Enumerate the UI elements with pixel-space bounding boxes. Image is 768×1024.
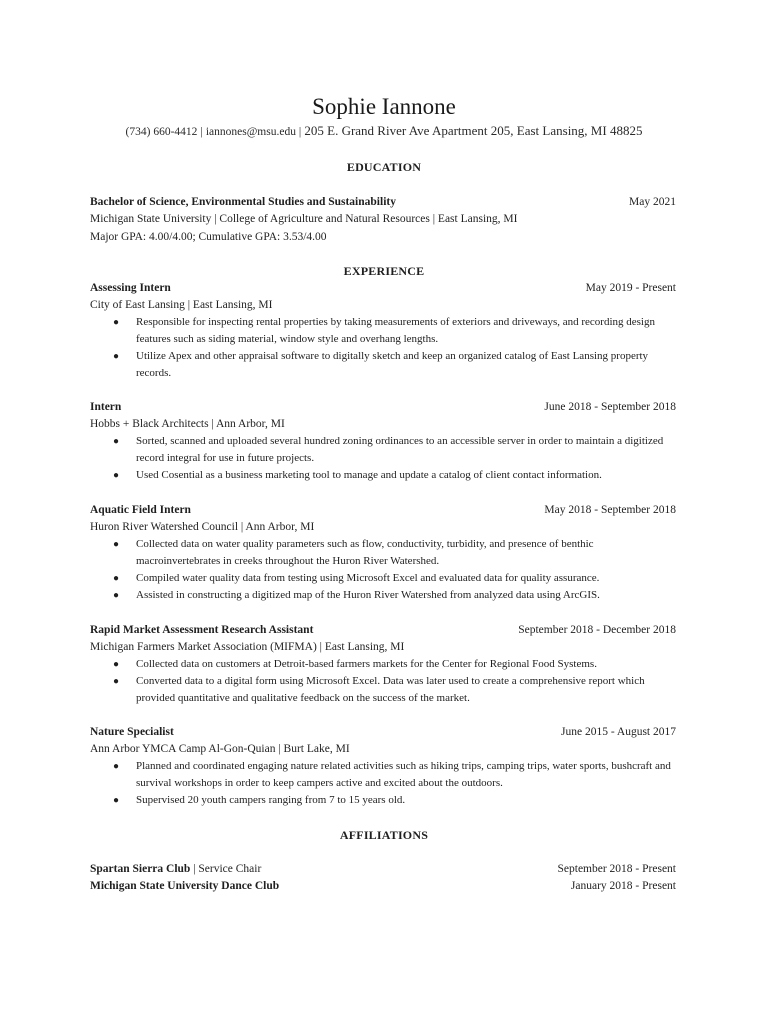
affiliation-label (90, 878, 279, 895)
bullet-dot: ● (113, 590, 120, 601)
affiliation-row (90, 861, 676, 878)
experience-heading: EXPERIENCE (343, 264, 425, 278)
job-header-row (90, 502, 676, 519)
job-bullet: ● Converted data to a digital form using Microsoft Excel. Data was later used to create a comprehensive report which provided quantitative and qualitative feedback on the success of the market. (113, 675, 645, 704)
degree-name: Bachelor of Science, Environmental Studies and Sustainability (90, 196, 396, 208)
job-bullet: ● Sorted, scanned and uploaded several hundred zoning ordinances to an accessible server in order to maintain a digitized record integral for use in future projects. (113, 435, 664, 464)
affiliations-heading: AFFILIATIONS (339, 828, 429, 842)
job-header-row (90, 399, 676, 416)
job-bullet-list (110, 314, 676, 382)
job-bullet: ● Responsible for inspecting rental properties by taking measurements of exteriors and driveways, and recording design features such as siding material, window style and overhang lengths. (113, 316, 655, 345)
job-bullet: ● Assisted in constructing a digitized map of the Huron River Watershed from analyzed data using ArcGIS. (110, 587, 676, 604)
affiliation-org: Spartan Sierra Club (90, 863, 191, 875)
bullet-dot: ● (113, 761, 120, 772)
job-title: Assessing Intern (90, 282, 171, 294)
job-bullet: ● Utilize Apex and other appraisal software to digitally sketch and keep an organized catalog of East Lansing property records. (113, 350, 649, 379)
bullet-dot: ● (113, 795, 120, 806)
job-bullet-list (110, 758, 676, 809)
job-organization: Hobbs + Black Architects | Ann Arbor, MI (90, 418, 285, 430)
affiliation-dates: January 2018 - Present (570, 880, 676, 892)
job-dates: June 2015 - August 2017 (561, 726, 676, 738)
bullet-dot: ● (113, 659, 120, 670)
street-address: 205 E. Grand River Ave Apartment 205, East Lansing, MI 48825 (304, 123, 643, 138)
contact-line (0, 122, 768, 141)
affiliation-org: Michigan State University Dance Club (90, 880, 280, 892)
email-address: iannones@msu.edu | (205, 126, 302, 138)
job-header-row (90, 622, 676, 639)
phone-number: (734) 660-4412 | (125, 126, 203, 138)
job-header-row (90, 280, 676, 297)
job-organization: Michigan Farmers Market Association (MIFMA) | East Lansing, MI (90, 641, 405, 653)
affiliation-row (90, 878, 676, 895)
bullet-dot: ● (113, 351, 120, 362)
job-bullet: ● Collected data on water quality parameters such as flow, conductivity, turbidity, and presence of benthic macroinvertebrates in creeks throughout the Huron River Watershed. (113, 538, 594, 567)
job-bullet-list (110, 656, 676, 707)
job-dates: May 2018 - September 2018 (544, 504, 676, 516)
job-bullet: ● Used Cosential as a business marketing tool to manage and update a catalog of client contact information. (110, 467, 676, 484)
job-header-row (90, 724, 676, 741)
job-organization: Ann Arbor YMCA Camp Al-Gon-Quian | Burt Lake, MI (90, 743, 350, 755)
job-organization: Huron River Watershed Council | Ann Arbor, MI (90, 521, 315, 533)
job-title: Nature Specialist (90, 726, 174, 738)
job-dates: May 2019 - Present (585, 282, 676, 294)
job-title: Intern (90, 401, 122, 413)
bullet-dot: ● (113, 470, 120, 481)
gpa-line: Major GPA: 4.00/4.00; Cumulative GPA: 3.53/4.00 (90, 231, 327, 243)
job-bullet-list (110, 536, 676, 604)
bullet-dot: ● (113, 539, 120, 550)
education-heading: EDUCATION (346, 160, 422, 174)
job-dates: June 2018 - September 2018 (544, 401, 676, 413)
job-bullet: ● Compiled water quality data from testing using Microsoft Excel and evaluated data for quality assurance. (110, 570, 676, 587)
job-organization: City of East Lansing | East Lansing, MI (90, 299, 273, 311)
bullet-dot: ● (113, 317, 120, 328)
job-title: Aquatic Field Intern (90, 504, 191, 516)
job-bullet-list (110, 433, 676, 484)
education-degree-row (90, 194, 676, 211)
bullet-dot: ● (113, 676, 120, 687)
job-bullet: ● Supervised 20 youth campers ranging from 7 to 15 years old. (110, 792, 676, 809)
affiliation-role: | Service Chair (190, 863, 262, 875)
bullet-dot: ● (113, 436, 120, 447)
job-dates: September 2018 - December 2018 (518, 624, 676, 636)
bullet-dot: ● (113, 573, 120, 584)
school-line: Michigan State University | College of Agriculture and Natural Resources | East Lansing, MI (90, 213, 518, 225)
graduation-date: May 2021 (629, 196, 676, 208)
affiliation-label (90, 861, 261, 878)
job-title: Rapid Market Assessment Research Assistant (90, 624, 314, 636)
affiliation-dates: September 2018 - Present (557, 863, 676, 875)
job-bullet: ● Planned and coordinated engaging nature related activities such as hiking trips, camping trips, water sports, bushcraft and survival workshops in order to keep campers active and excited about the outdoors. (113, 760, 671, 789)
candidate-name: Sophie Iannone (312, 94, 456, 119)
job-bullet: ● Collected data on customers at Detroit-based farmers markets for the Center for Regional Food Systems. (110, 656, 676, 673)
